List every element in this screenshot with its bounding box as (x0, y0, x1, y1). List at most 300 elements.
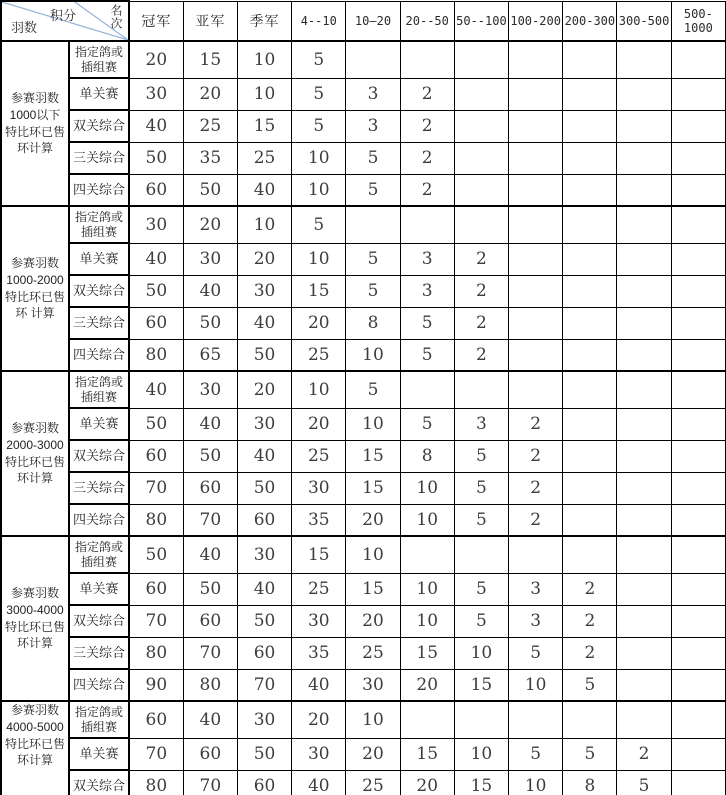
data-cell: 60 (237, 637, 291, 669)
data-cell: 60 (183, 605, 237, 637)
row-label-line: 三关综合 (72, 480, 125, 496)
table-row (1, 275, 726, 307)
data-cell: 80 (129, 504, 183, 536)
data-cell (509, 110, 563, 142)
data-cell (617, 275, 671, 307)
group-label-line: 参赛羽数 (10, 585, 59, 600)
data-cell: 2 (454, 307, 508, 339)
data-cell: 15 (346, 573, 400, 605)
table-row (1, 770, 726, 795)
row-label-line: 指定鸽或 (74, 705, 123, 720)
data-cell: 10 (237, 206, 291, 243)
table-row (1, 701, 726, 738)
data-cell: 70 (129, 605, 183, 637)
data-cell (617, 536, 671, 573)
row-label-line: 单关赛 (79, 251, 119, 267)
data-cell (617, 573, 671, 605)
data-cell (617, 504, 671, 536)
table-row (1, 110, 726, 142)
data-cell: 70 (129, 738, 183, 770)
data-cell: 30 (237, 701, 291, 738)
row-label-line: 单关赛 (79, 86, 119, 102)
data-cell (671, 738, 725, 770)
data-cell (454, 701, 508, 738)
data-cell: 5 (400, 307, 454, 339)
row-label (69, 174, 129, 206)
table-row (1, 339, 726, 371)
table-row (1, 605, 726, 637)
data-cell (400, 701, 454, 738)
data-cell: 15 (454, 669, 508, 701)
data-cell: 50 (183, 573, 237, 605)
data-cell: 65 (183, 339, 237, 371)
data-cell: 40 (237, 573, 291, 605)
row-label (69, 243, 129, 275)
data-cell (617, 110, 671, 142)
row-label (69, 472, 129, 504)
data-cell (617, 472, 671, 504)
data-cell: 5 (454, 573, 508, 605)
data-cell: 3 (346, 78, 400, 110)
data-cell: 25 (237, 142, 291, 174)
row-label-line: 插组赛 (80, 389, 117, 404)
group-label-line: 特比环已售 (4, 289, 65, 304)
data-cell: 2 (509, 440, 563, 472)
column-header-champion: 冠军 (129, 1, 183, 41)
row-label-line: 四关综合 (72, 512, 125, 528)
data-cell: 10 (454, 637, 508, 669)
group-label-line: 3000-4000 (6, 602, 64, 617)
data-cell (617, 637, 671, 669)
data-cell: 40 (237, 174, 291, 206)
group-label-line: 参赛羽数 (10, 90, 59, 105)
data-cell: 50 (237, 339, 291, 371)
data-cell: 20 (292, 408, 346, 440)
data-cell: 40 (129, 243, 183, 275)
data-cell: 40 (183, 701, 237, 738)
data-cell: 2 (454, 243, 508, 275)
data-cell (671, 573, 725, 605)
row-label (69, 440, 129, 472)
data-cell (617, 78, 671, 110)
data-cell: 35 (292, 504, 346, 536)
row-label (69, 770, 129, 795)
row-label-line: 双关综合 (72, 778, 125, 794)
data-cell: 20 (292, 307, 346, 339)
group-label (1, 206, 69, 371)
row-label (69, 206, 129, 243)
data-cell (671, 307, 725, 339)
row-label-line: 指定鸽或 (74, 45, 123, 60)
data-cell: 15 (400, 738, 454, 770)
data-cell (563, 371, 617, 408)
row-label (69, 41, 129, 78)
row-label (69, 637, 129, 669)
data-cell: 60 (129, 701, 183, 738)
row-label-line: 指定鸽或 (74, 375, 123, 390)
group-label-line: 4000-5000 (6, 719, 64, 734)
data-cell (671, 78, 725, 110)
data-cell (671, 504, 725, 536)
data-cell: 10 (237, 78, 291, 110)
row-label-line: 三关综合 (72, 645, 125, 661)
data-cell: 50 (183, 174, 237, 206)
data-cell: 40 (183, 408, 237, 440)
data-cell (671, 701, 725, 738)
data-cell: 2 (454, 275, 508, 307)
data-cell (617, 440, 671, 472)
data-cell (617, 669, 671, 701)
row-label-line: 双关综合 (72, 448, 125, 464)
data-cell (346, 41, 400, 78)
data-cell: 40 (183, 275, 237, 307)
data-cell: 35 (183, 142, 237, 174)
data-cell: 2 (400, 78, 454, 110)
data-cell: 25 (292, 440, 346, 472)
data-cell: 2 (563, 573, 617, 605)
data-cell: 5 (400, 408, 454, 440)
row-label (69, 78, 129, 110)
data-cell: 2 (454, 339, 508, 371)
data-cell: 20 (400, 669, 454, 701)
data-cell (671, 472, 725, 504)
data-cell: 2 (617, 738, 671, 770)
corner-score-label: 积分 (50, 8, 77, 23)
data-cell (509, 307, 563, 339)
data-cell: 3 (400, 275, 454, 307)
data-cell (563, 307, 617, 339)
row-label-line: 四关综合 (72, 677, 125, 693)
data-cell: 15 (183, 41, 237, 78)
data-cell (617, 41, 671, 78)
data-cell: 10 (292, 174, 346, 206)
data-cell: 20 (346, 738, 400, 770)
data-cell: 5 (509, 738, 563, 770)
data-cell (563, 536, 617, 573)
group-label (1, 701, 69, 795)
data-cell (563, 339, 617, 371)
column-header-10-20: 10—20 (346, 1, 400, 41)
data-cell: 35 (292, 637, 346, 669)
data-cell: 5 (346, 275, 400, 307)
table-row (1, 440, 726, 472)
column-header-third: 季军 (237, 1, 291, 41)
data-cell: 30 (183, 371, 237, 408)
data-cell: 30 (292, 738, 346, 770)
data-cell: 50 (237, 472, 291, 504)
data-cell: 20 (183, 78, 237, 110)
data-cell: 10 (400, 504, 454, 536)
data-cell: 40 (129, 371, 183, 408)
group-label-line: 参赛羽数 (10, 420, 59, 435)
data-cell: 20 (346, 605, 400, 637)
table-row (1, 243, 726, 275)
data-cell (617, 371, 671, 408)
data-cell: 15 (346, 440, 400, 472)
data-cell (346, 206, 400, 243)
group-label-line: 环计算 (16, 753, 53, 768)
data-cell: 10 (292, 243, 346, 275)
row-label-line: 四关综合 (72, 347, 125, 363)
data-cell (563, 78, 617, 110)
data-cell (509, 78, 563, 110)
data-cell: 80 (129, 339, 183, 371)
data-cell: 5 (617, 770, 671, 795)
data-cell: 50 (129, 275, 183, 307)
data-cell (671, 339, 725, 371)
row-label-line: 指定鸽或 (74, 210, 123, 225)
data-cell: 3 (509, 573, 563, 605)
row-label (69, 504, 129, 536)
row-label (69, 142, 129, 174)
header-row (1, 1, 726, 41)
data-cell (563, 206, 617, 243)
group-label-line: 环计算 (16, 141, 53, 156)
group-label-line: 1000-2000 (6, 272, 64, 287)
data-cell: 5 (454, 440, 508, 472)
data-cell: 40 (129, 110, 183, 142)
row-label-line: 指定鸽或 (74, 540, 123, 555)
data-cell (617, 142, 671, 174)
data-cell: 50 (237, 738, 291, 770)
data-cell: 5 (292, 110, 346, 142)
table-row (1, 41, 726, 78)
data-cell: 2 (509, 472, 563, 504)
row-label-line: 双关综合 (72, 118, 125, 134)
data-cell (617, 701, 671, 738)
data-cell: 20 (237, 243, 291, 275)
data-cell: 25 (183, 110, 237, 142)
data-cell: 3 (346, 110, 400, 142)
column-header-20-50: 20--50 (400, 1, 454, 41)
data-cell (454, 142, 508, 174)
data-cell: 20 (183, 206, 237, 243)
group-label-line: 特比环已售 (4, 736, 65, 751)
data-cell (454, 41, 508, 78)
data-cell: 5 (563, 738, 617, 770)
data-cell (509, 275, 563, 307)
row-label-line: 三关综合 (72, 150, 125, 166)
data-cell: 40 (183, 536, 237, 573)
data-cell: 2 (509, 504, 563, 536)
data-cell: 30 (129, 78, 183, 110)
row-label-line: 插组赛 (80, 59, 117, 74)
data-cell (400, 41, 454, 78)
data-cell: 40 (292, 669, 346, 701)
group-label-line: 环计算 (16, 636, 53, 651)
data-cell: 20 (346, 504, 400, 536)
data-cell (671, 206, 725, 243)
row-label (69, 110, 129, 142)
data-cell: 5 (346, 371, 400, 408)
data-cell: 10 (292, 371, 346, 408)
row-label-line: 插组赛 (80, 554, 117, 569)
data-cell: 50 (183, 307, 237, 339)
group-label-line: 环 计算 (15, 306, 55, 321)
data-cell: 60 (129, 174, 183, 206)
data-cell (671, 41, 725, 78)
data-cell: 3 (454, 408, 508, 440)
data-cell (509, 701, 563, 738)
corner-feathers-label: 羽数 (11, 20, 38, 35)
data-cell: 60 (237, 770, 291, 795)
data-cell: 5 (292, 78, 346, 110)
group-label-line: 参赛羽数 (10, 703, 59, 717)
group-label-line: 参赛羽数 (10, 255, 59, 270)
row-label-line: 双关综合 (72, 283, 125, 299)
data-cell: 60 (183, 472, 237, 504)
data-cell (509, 206, 563, 243)
data-cell (400, 536, 454, 573)
table-row (1, 738, 726, 770)
data-cell: 5 (454, 504, 508, 536)
data-cell: 70 (183, 770, 237, 795)
table-row (1, 78, 726, 110)
row-label (69, 275, 129, 307)
group-label-line: 2000-3000 (6, 437, 64, 452)
data-cell: 25 (292, 339, 346, 371)
data-cell: 60 (129, 307, 183, 339)
row-label (69, 605, 129, 637)
data-cell: 15 (292, 275, 346, 307)
data-cell: 3 (509, 605, 563, 637)
row-label-line: 单关赛 (79, 746, 119, 762)
data-cell (454, 206, 508, 243)
data-cell (671, 669, 725, 701)
data-cell (617, 339, 671, 371)
data-cell (671, 142, 725, 174)
data-cell: 40 (292, 770, 346, 795)
column-header-300-500: 300-500 (617, 1, 671, 41)
data-cell: 30 (237, 408, 291, 440)
data-cell: 50 (237, 605, 291, 637)
data-cell: 50 (183, 440, 237, 472)
data-cell: 10 (346, 701, 400, 738)
data-cell (563, 701, 617, 738)
row-label-line: 四关综合 (72, 182, 125, 198)
data-cell: 8 (400, 440, 454, 472)
data-cell: 8 (563, 770, 617, 795)
table-row (1, 174, 726, 206)
data-cell: 10 (346, 408, 400, 440)
table-row (1, 573, 726, 605)
data-cell: 15 (292, 536, 346, 573)
data-cell: 60 (129, 440, 183, 472)
column-header-4-10: 4--10 (292, 1, 346, 41)
data-cell (617, 174, 671, 206)
data-cell (671, 174, 725, 206)
data-cell: 5 (509, 637, 563, 669)
data-cell: 15 (237, 110, 291, 142)
table-row (1, 408, 726, 440)
data-cell: 80 (129, 770, 183, 795)
group-label (1, 371, 69, 536)
data-cell (509, 536, 563, 573)
data-cell: 30 (346, 669, 400, 701)
data-cell (671, 243, 725, 275)
data-cell: 5 (346, 174, 400, 206)
data-cell (671, 275, 725, 307)
data-cell (563, 41, 617, 78)
data-cell: 5 (292, 41, 346, 78)
data-cell (563, 275, 617, 307)
data-cell: 10 (292, 142, 346, 174)
group-label-line: 环计算 (16, 471, 53, 486)
row-label-line: 单关赛 (79, 581, 119, 597)
data-cell (671, 536, 725, 573)
data-cell (400, 206, 454, 243)
data-cell: 60 (237, 504, 291, 536)
row-label-line: 插组赛 (80, 224, 117, 239)
data-cell: 50 (129, 142, 183, 174)
row-label-line: 双关综合 (72, 613, 125, 629)
data-cell (454, 371, 508, 408)
data-cell: 30 (129, 206, 183, 243)
table-row (1, 536, 726, 573)
row-label (69, 339, 129, 371)
row-label (69, 669, 129, 701)
data-cell (563, 408, 617, 440)
table-row (1, 307, 726, 339)
data-cell: 30 (237, 536, 291, 573)
data-cell (671, 408, 725, 440)
data-cell: 70 (183, 504, 237, 536)
data-cell (509, 41, 563, 78)
data-cell: 2 (563, 637, 617, 669)
data-cell: 10 (400, 573, 454, 605)
data-cell: 70 (183, 637, 237, 669)
data-cell: 20 (129, 41, 183, 78)
data-cell: 20 (400, 770, 454, 795)
data-cell: 40 (237, 307, 291, 339)
row-label (69, 738, 129, 770)
data-cell (617, 408, 671, 440)
data-cell: 80 (129, 637, 183, 669)
data-cell (509, 371, 563, 408)
column-header-500-1000: 500-1000 (671, 1, 725, 41)
data-cell (671, 605, 725, 637)
data-cell (509, 142, 563, 174)
data-cell: 15 (400, 637, 454, 669)
data-cell: 5 (454, 605, 508, 637)
data-cell (509, 174, 563, 206)
data-cell: 5 (346, 142, 400, 174)
data-cell (563, 243, 617, 275)
row-label (69, 371, 129, 408)
row-label (69, 701, 129, 738)
row-label-line: 单关赛 (79, 416, 119, 432)
row-label-line: 插组赛 (80, 719, 117, 734)
row-label-line: 三关综合 (72, 315, 125, 331)
data-cell (454, 536, 508, 573)
data-cell: 5 (400, 339, 454, 371)
data-cell: 5 (292, 206, 346, 243)
data-cell (454, 110, 508, 142)
data-cell (617, 307, 671, 339)
table-row (1, 371, 726, 408)
data-cell (671, 110, 725, 142)
data-cell: 10 (400, 605, 454, 637)
group-label-line: 特比环已售 (4, 619, 65, 634)
data-cell: 70 (129, 472, 183, 504)
data-cell (671, 637, 725, 669)
data-cell (454, 78, 508, 110)
data-cell: 8 (346, 307, 400, 339)
data-cell: 2 (400, 110, 454, 142)
row-label (69, 573, 129, 605)
group-label (1, 41, 69, 206)
data-cell: 2 (563, 605, 617, 637)
